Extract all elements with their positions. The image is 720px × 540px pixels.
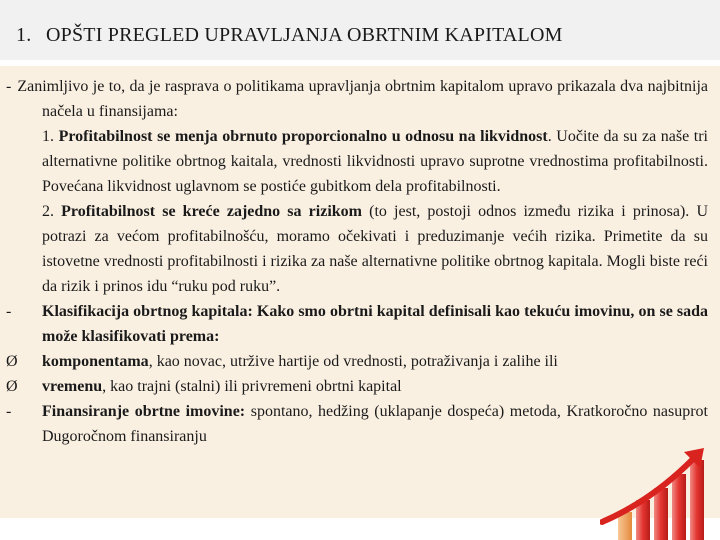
bullet-time (6, 374, 708, 399)
arrow-bullet-icon: Ø (6, 353, 18, 370)
classification-paragraph (6, 299, 708, 349)
content-text (6, 74, 708, 449)
financing-marker: - (6, 403, 12, 420)
principle-1-label: 1. (42, 128, 54, 145)
title-number: 1. (16, 24, 32, 46)
classification-marker: - (6, 303, 12, 320)
principle-1-bold: Profitabilnost se menja obrnuto proporcionalno u odnosu na likvidnost (58, 128, 548, 145)
principle-2-text: (to jest, postoji odnos između rizika i prinosa). U potrazi za većom profitabilnošću, moramo očekivati i preduzimanje većih rizika. Primetite da su istovetne vrednosti profitabilnosti i rizika za naše alternativne politike obrtnog kapitala. Mogli biste reći da rizik i prinos idu “ruku pod ruku”. (42, 203, 708, 295)
bullet-time-bold: vremenu (42, 378, 103, 395)
bullet-components-text: , kao novac, utržive hartije od vrednosti, potraživanja i zalihe ili (148, 353, 558, 370)
bullet-components-bold: komponentama (42, 353, 149, 370)
financing-text: spontano, hedžing (uklapanje dospeća) metoda, Kratkoročno nasuprot Dugoročnom finansiranju (42, 403, 708, 445)
intro-paragraph (6, 74, 708, 124)
intro-text: Zanimljivo je to, da je rasprava o politikama upravljanja obrtnim kapitalom upravo prikazala dva najbitnija načela u finansijama: (17, 78, 708, 120)
title-text: OPŠTI PREGLED UPRAVLJANJA OBRTNIM KAPITALOM (46, 24, 563, 46)
page-title (16, 24, 716, 47)
principle-2-bold: Profitabilnost se kreće zajedno sa rizikom (61, 203, 362, 220)
financing-bold: Finansiranje obrtne imovine: (42, 403, 246, 420)
intro-marker: - (6, 78, 12, 95)
principle-1 (6, 124, 708, 199)
principle-1-text: . Uočite da su za naše tri alternativne politike obrtnog kaitala, vrednosti likvidnosti upravo suprotne vrednostima profitabilnosti. Povećana likvidnost uglavnom se postiće gubitkom dela profitabilnosti. (42, 128, 709, 195)
principle-2-label: 2. (42, 203, 54, 220)
arrow-bullet-icon: Ø (6, 378, 18, 395)
financing-paragraph (6, 399, 708, 449)
bullet-time-text: , kao trajni (stalni) ili privremeni obrtni kapital (102, 378, 402, 395)
classification-bold: Klasifikacija obrtnog kapitala: Kako smo obrtni kapital definisali kao tekuću imovinu, on se sada može klasifikovati prema: (42, 303, 708, 345)
bullet-components (6, 349, 708, 374)
principle-2 (6, 199, 708, 299)
